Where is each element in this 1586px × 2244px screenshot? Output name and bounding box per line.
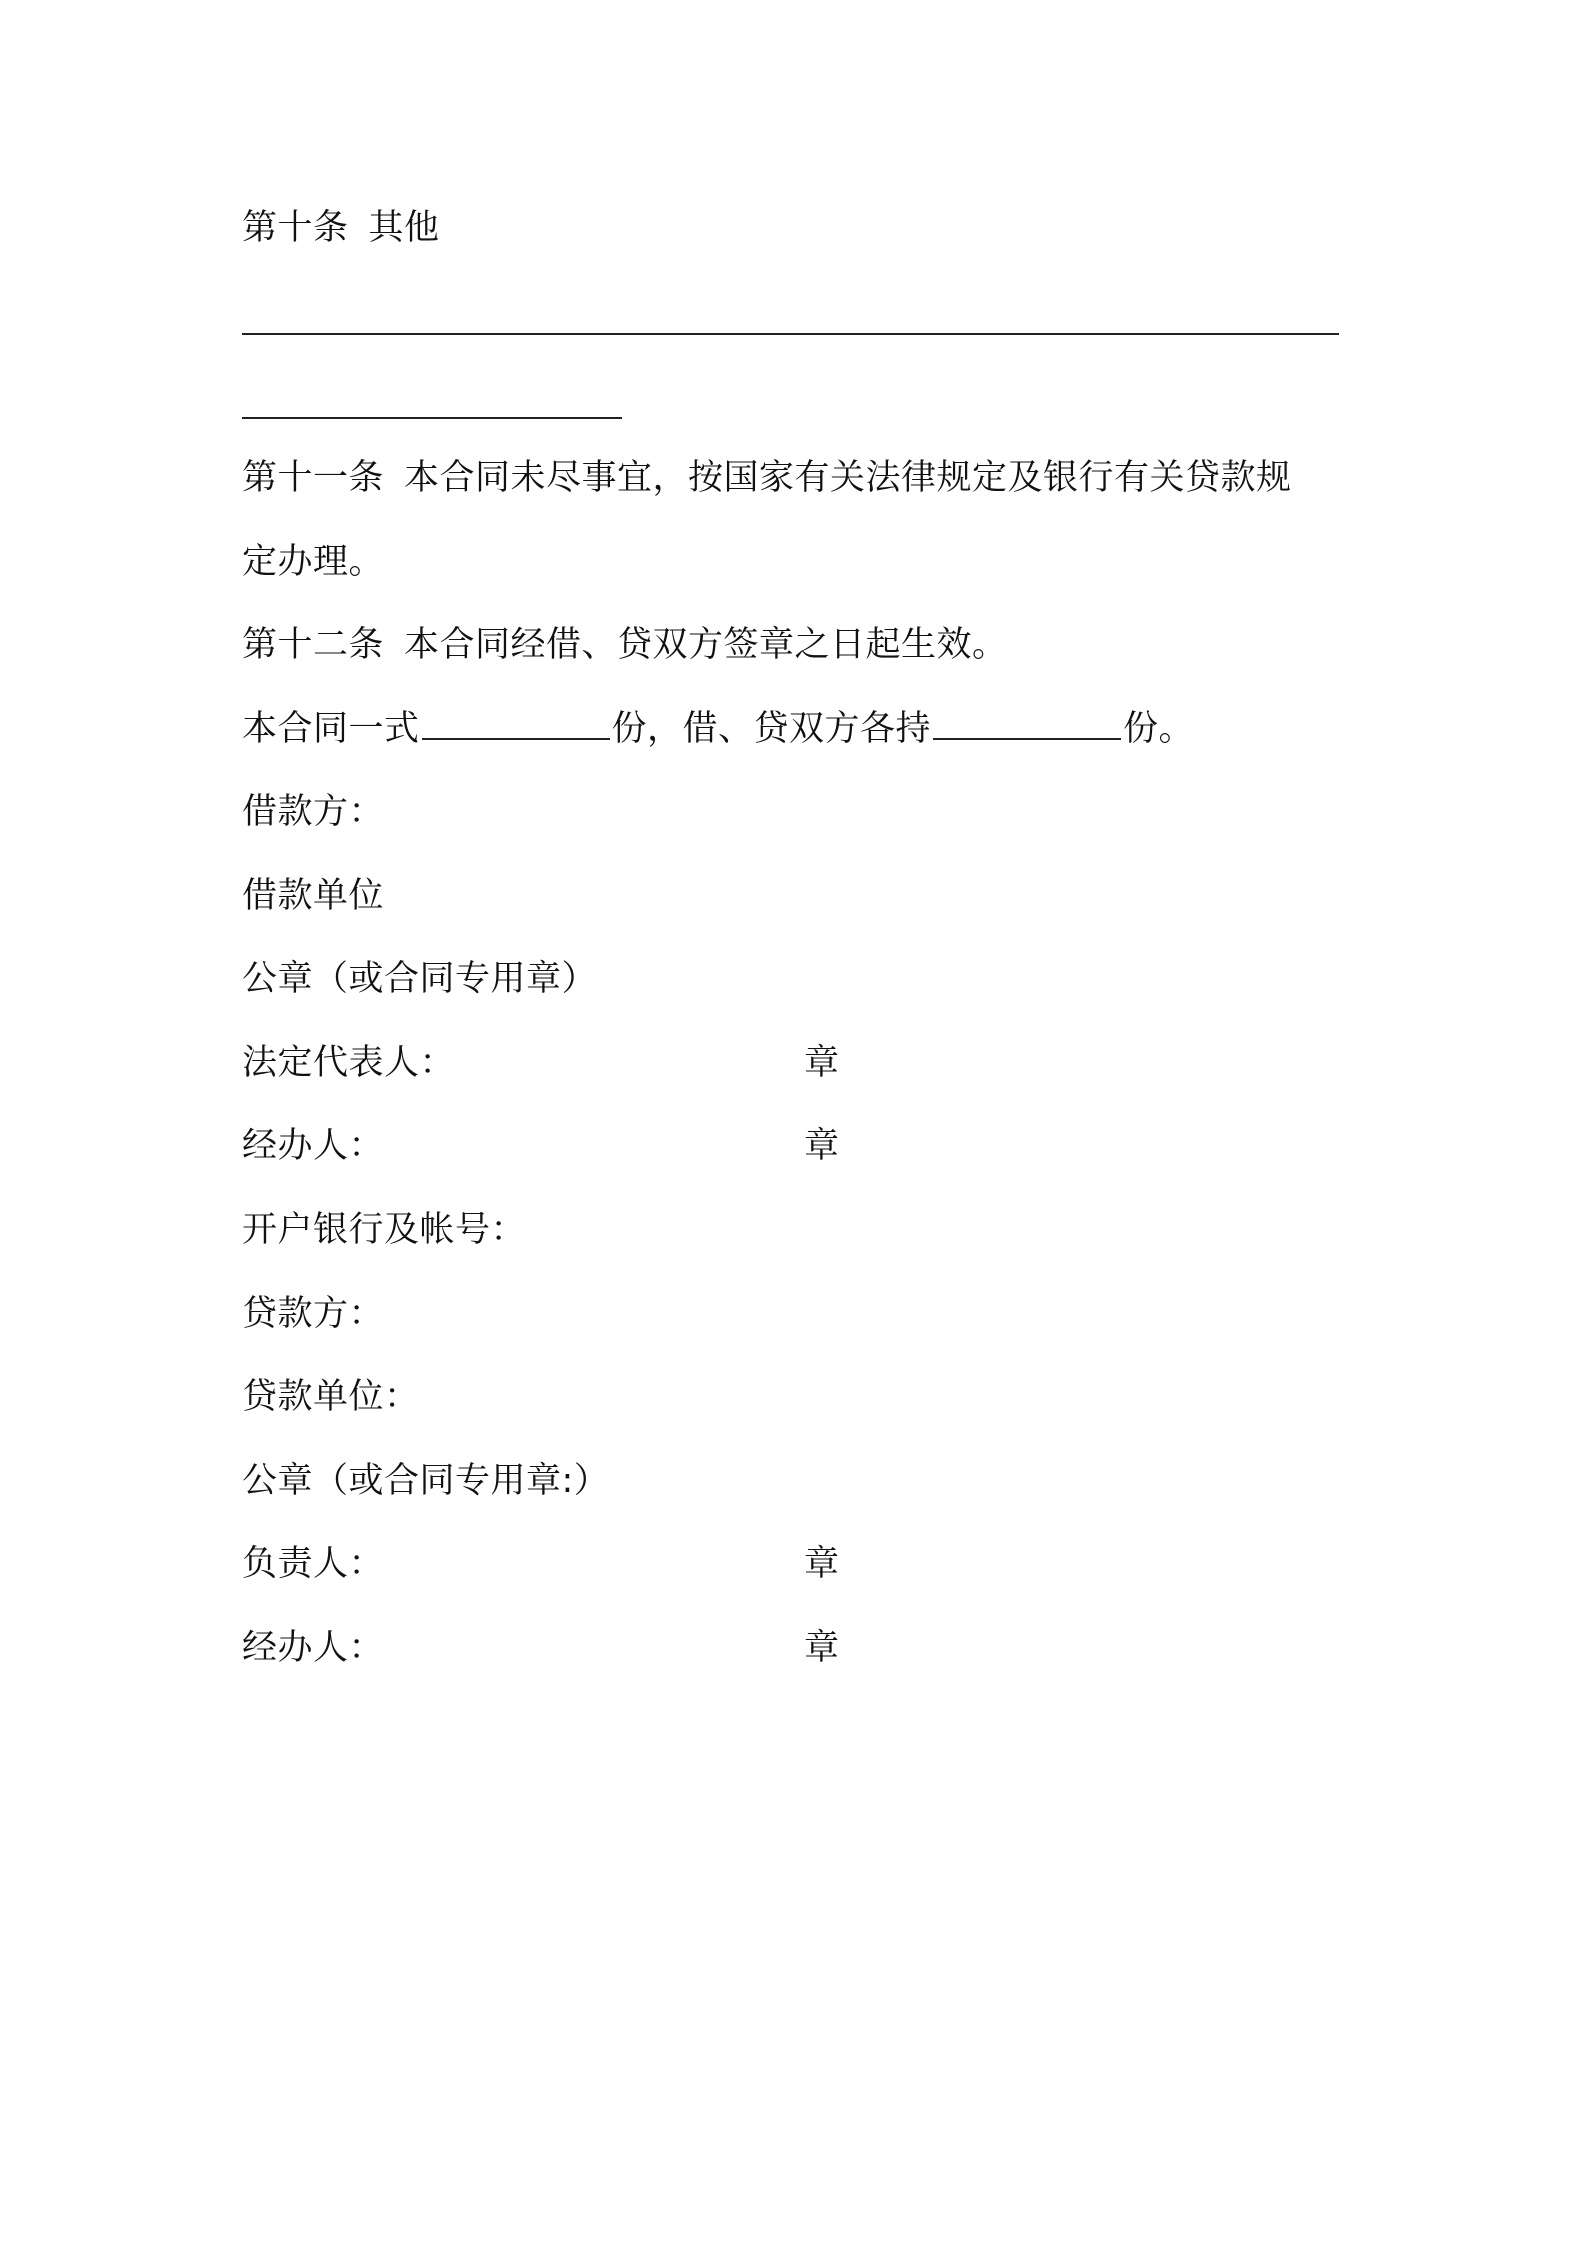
article-10-number: 第十条 — [242, 208, 349, 248]
copies-mid: 份，借、贷双方各持 — [611, 709, 932, 749]
article-12-number: 第十二条 — [242, 625, 385, 665]
lender-seal-label: 公章（或合同专用章:） — [242, 1461, 610, 1501]
article-11-text-1: 本合同未尽事宜，按国家有关法律规定及银行有关贷款规 — [404, 458, 1292, 498]
fill-in-line-2 — [242, 417, 622, 419]
article-12-text: 本合同经借、贷双方签章之日起生效。 — [404, 625, 1008, 665]
article-11-number: 第十一条 — [242, 458, 385, 498]
responsible-seal: 章 — [804, 1544, 840, 1584]
fill-in-line-1 — [242, 333, 1339, 335]
borrower-handler-label: 经办人： — [242, 1126, 385, 1166]
lender-unit-label: 贷款单位： — [242, 1377, 420, 1417]
article-10-title: 其他 — [368, 208, 440, 248]
legal-rep-label: 法定代表人： — [242, 1043, 456, 1083]
lender-handler-label: 经办人： — [242, 1628, 385, 1668]
article-12 — [242, 623, 1008, 667]
copies-pre: 本合同一式 — [242, 709, 420, 749]
borrower-unit-label: 借款单位 — [242, 876, 385, 916]
bank-account-label: 开户银行及帐号： — [242, 1210, 527, 1250]
copies-clause — [242, 707, 1194, 751]
borrower-label: 借款方： — [242, 792, 385, 832]
lender-handler-seal: 章 — [804, 1628, 840, 1668]
article-11-line-1 — [242, 456, 1292, 500]
article-10-heading — [242, 206, 440, 250]
borrower-seal-label: 公章（或合同专用章） — [242, 959, 598, 999]
article-11-line-2: 定办理。 — [242, 542, 385, 582]
copies-post: 份。 — [1123, 709, 1195, 749]
copies-each-blank — [933, 710, 1121, 740]
lender-label: 贷款方： — [242, 1294, 385, 1334]
copies-total-blank — [422, 710, 610, 740]
responsible-label: 负责人： — [242, 1544, 385, 1584]
legal-rep-seal: 章 — [804, 1043, 840, 1083]
borrower-handler-seal: 章 — [804, 1126, 840, 1166]
